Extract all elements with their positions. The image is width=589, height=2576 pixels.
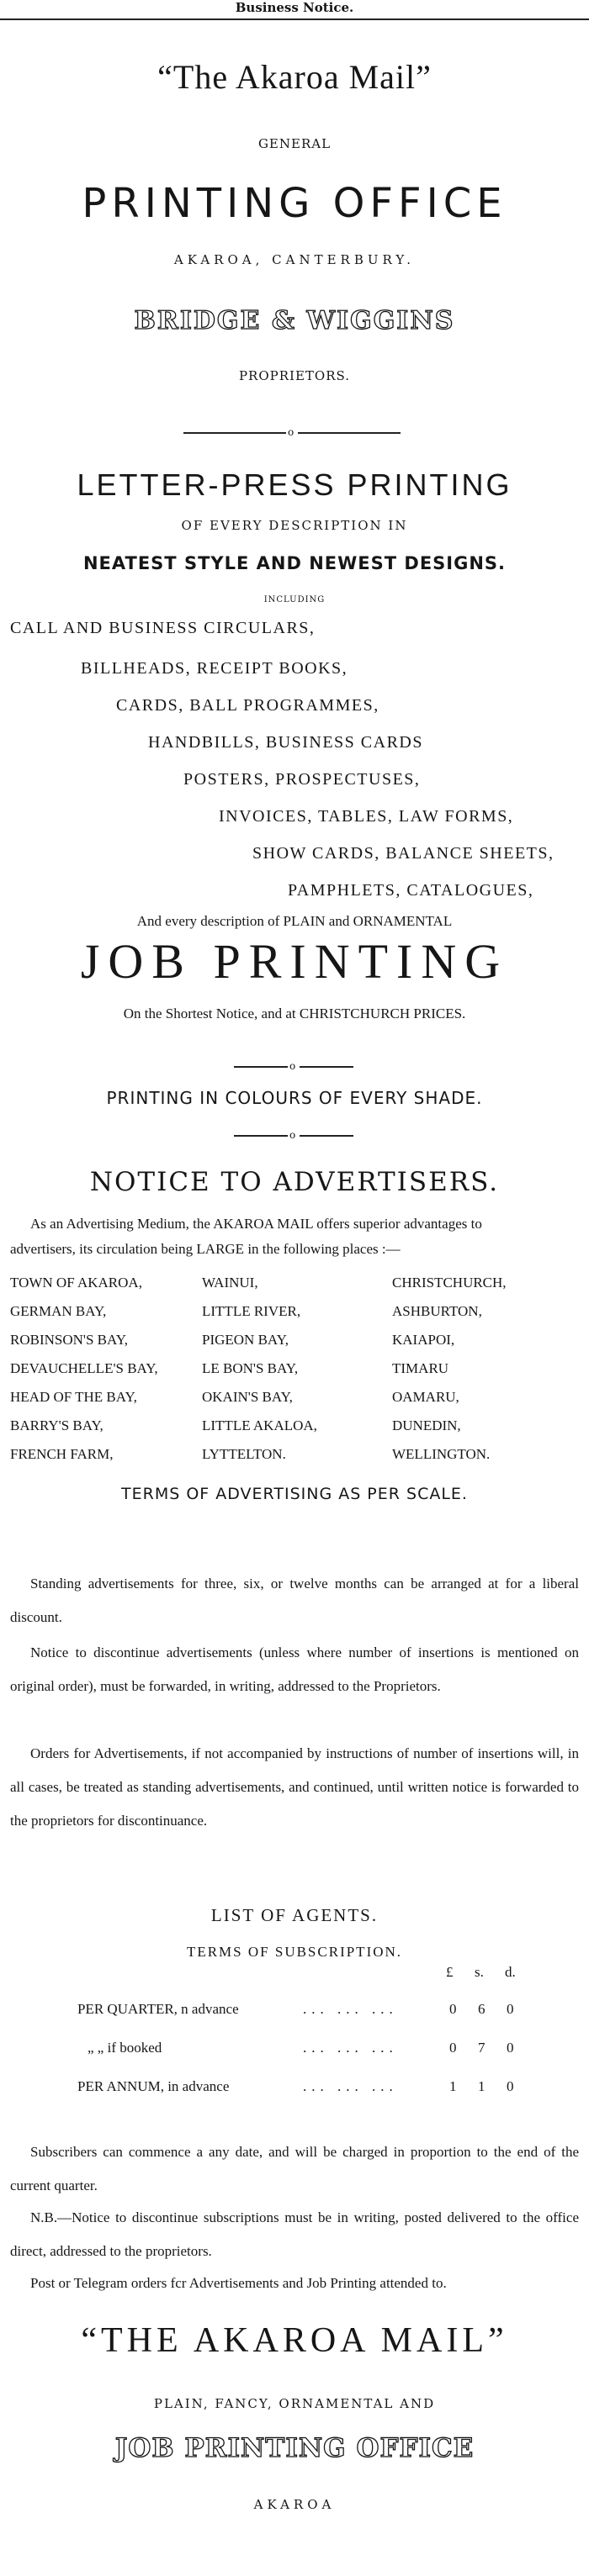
terms-line: TERMS OF ADVERTISING AS PER SCALE. — [121, 1485, 468, 1503]
ornament-rule-right — [298, 432, 401, 434]
proprietors-label: PROPRIETORS. — [238, 368, 351, 383]
place: ASHBURTON, — [392, 1303, 482, 1319]
subscription-row-label: PER ANNUM, in advance — [77, 2078, 230, 2094]
para-nb: N.B.—Notice to discontinue subscriptions must be in writing, posted delivered to the office direct, addressed to the proprietors. — [10, 2209, 579, 2259]
place: LITTLE AKALOA, — [202, 1417, 317, 1433]
list-item: SHOW CARDS, BALANCE SHEETS, — [252, 844, 555, 863]
para-orders: Orders for Advertisements, if not accompanied by instructions of number of insertions will, in all cases, be treated as standing advertisements, and continued, until written notice is forwarded to the proprietors for discontinuance. — [10, 1745, 579, 1829]
subscription-row-label: „ „ if booked — [88, 2040, 162, 2056]
ornament-rule-right — [300, 1066, 353, 1068]
subscription-row-dots: ... ... ... — [303, 2040, 398, 2056]
place: ROBINSON'S BAY, — [10, 1332, 129, 1348]
advertisers-heading: NOTICE TO ADVERTISERS. — [89, 1167, 500, 1197]
place: LE BON'S BAY, — [202, 1360, 299, 1376]
subscription-row-dots: ... ... ... — [303, 2001, 398, 2017]
para-subscribers: Subscribers can commence a any date, and will be charged in proportion to the end of the current quarter. — [10, 2144, 579, 2193]
ornament-rule-right — [300, 1135, 353, 1137]
list-item: PAMPHLETS, CATALOGUES, — [288, 881, 534, 900]
list-item: POSTERS, PROSPECTUSES, — [183, 770, 421, 789]
subscription-row-pounds: 0 — [449, 2040, 457, 2056]
subscription-row-pence: 0 — [507, 2040, 514, 2056]
place: GERMAN BAY, — [10, 1303, 107, 1319]
general-label: GENERAL — [257, 136, 332, 151]
including-label: INCLUDING — [263, 595, 326, 604]
shortest-notice-line: On the Shortest Notice, and at CHRISTCHURCH PRICES. — [123, 1006, 466, 1021]
list-item: CALL AND BUSINESS CIRCULARS, — [10, 619, 316, 637]
ornament-rule-left — [234, 1135, 288, 1137]
advertisers-intro-2: advertisers, its circulation being LARGE in the following places :— — [10, 1241, 401, 1257]
place: LITTLE RIVER, — [202, 1303, 301, 1319]
place: CHRISTCHURCH, — [392, 1275, 507, 1291]
place: TIMARU — [392, 1360, 449, 1376]
styles-line: NEATEST STYLE AND NEWEST DESIGNS. — [82, 553, 507, 573]
of-every-description: OF EVERY DESCRIPTION IN — [181, 518, 408, 533]
place: OKAIN'S BAY, — [202, 1389, 293, 1405]
header-rule — [0, 18, 589, 20]
job-printing-office: JOB PRINTING OFFICE — [114, 2433, 475, 2463]
list-item: CARDS, BALL PROGRAMMES, — [116, 696, 379, 715]
agents-heading: LIST OF AGENTS. — [210, 1905, 379, 1925]
list-item: BILLHEADS, RECEIPT BOOKS, — [81, 659, 348, 678]
currency-header-pence: d. — [505, 1964, 516, 1980]
plain-fancy-line: PLAIN, FANCY, ORNAMENTAL AND — [153, 2396, 436, 2411]
currency-header-pounds: £ — [446, 1964, 454, 1980]
place: TOWN OF AKAROA, — [10, 1275, 142, 1291]
subscription-row-pence: 0 — [507, 2001, 514, 2017]
job-printing-title: JOB PRINTING — [80, 934, 509, 989]
footer-paper-name: “THE AKAROA MAIL” — [81, 2321, 508, 2360]
letterpress-heading: LETTER-PRESS PRINTING — [77, 467, 512, 502]
place: WELLINGTON. — [392, 1446, 491, 1462]
place: DEVAUCHELLE'S BAY, — [10, 1360, 158, 1376]
para-standing: Standing advertisements for three, six, or twelve months can be arranged at for a liberal discount. — [10, 1576, 579, 1625]
list-item: INVOICES, TABLES, LAW FORMS, — [219, 807, 514, 826]
list-item: HANDBILLS, BUSINESS CARDS — [148, 733, 423, 752]
currency-header-shillings: s. — [475, 1964, 484, 1980]
subscription-row-shillings: 6 — [478, 2001, 486, 2017]
subscription-row-pounds: 1 — [449, 2078, 457, 2094]
place: KAIAPOI, — [392, 1332, 455, 1348]
subscription-row-pence: 0 — [507, 2078, 514, 2094]
subscription-row-dots: ... ... ... — [303, 2078, 398, 2094]
place: PIGEON BAY, — [202, 1332, 289, 1348]
printing-office-title: PRINTING OFFICE — [82, 180, 507, 227]
paper-name: “The Akaroa Mail” — [157, 58, 432, 96]
subscription-row-shillings: 1 — [478, 2078, 486, 2094]
place: DUNEDIN, — [392, 1417, 461, 1433]
advertisers-intro-1: As an Advertising Medium, the AKAROA MAIL offers superior advantages to — [30, 1216, 482, 1232]
ornament-glyph: o — [288, 426, 294, 438]
place: HEAD OF THE BAY, — [10, 1389, 137, 1405]
subscription-row-pounds: 0 — [449, 2001, 457, 2017]
para-discontinue: Notice to discontinue advertisements (unless where number of insertions is mentioned on original order), must be forwarded, in writing, addressed to the Proprietors. — [10, 1644, 579, 1694]
place: FRENCH FARM, — [10, 1446, 114, 1462]
subscription-row-label: PER QUARTER, n advance — [77, 2001, 239, 2017]
proprietors-names: BRIDGE & WIGGINS — [134, 306, 455, 335]
ornament-rule-left — [183, 432, 286, 434]
ornament-glyph: o — [289, 1129, 296, 1141]
akaroa-line: AKAROA — [253, 2497, 336, 2512]
place: WAINUI, — [202, 1275, 258, 1291]
subscription-heading: TERMS OF SUBSCRIPTION. — [186, 1944, 403, 1960]
ornament-glyph: o — [289, 1060, 296, 1072]
colours-line: PRINTING IN COLOURS OF EVERY SHADE. — [106, 1088, 483, 1108]
location-line: AKAROA, CANTERBURY. — [173, 252, 416, 267]
place: OAMARU, — [392, 1389, 459, 1405]
every-description-line: And every description of PLAIN and ORNAMENTAL — [136, 913, 453, 929]
ornament-rule-left — [234, 1066, 288, 1068]
section-title: Business Notice. — [235, 0, 354, 15]
subscription-row-shillings: 7 — [478, 2040, 486, 2056]
place: BARRY'S BAY, — [10, 1417, 103, 1433]
para-post: Post or Telegram orders fcr Advertisements and Job Printing attended to. — [30, 2275, 447, 2291]
place: LYTTELTON. — [202, 1446, 286, 1462]
